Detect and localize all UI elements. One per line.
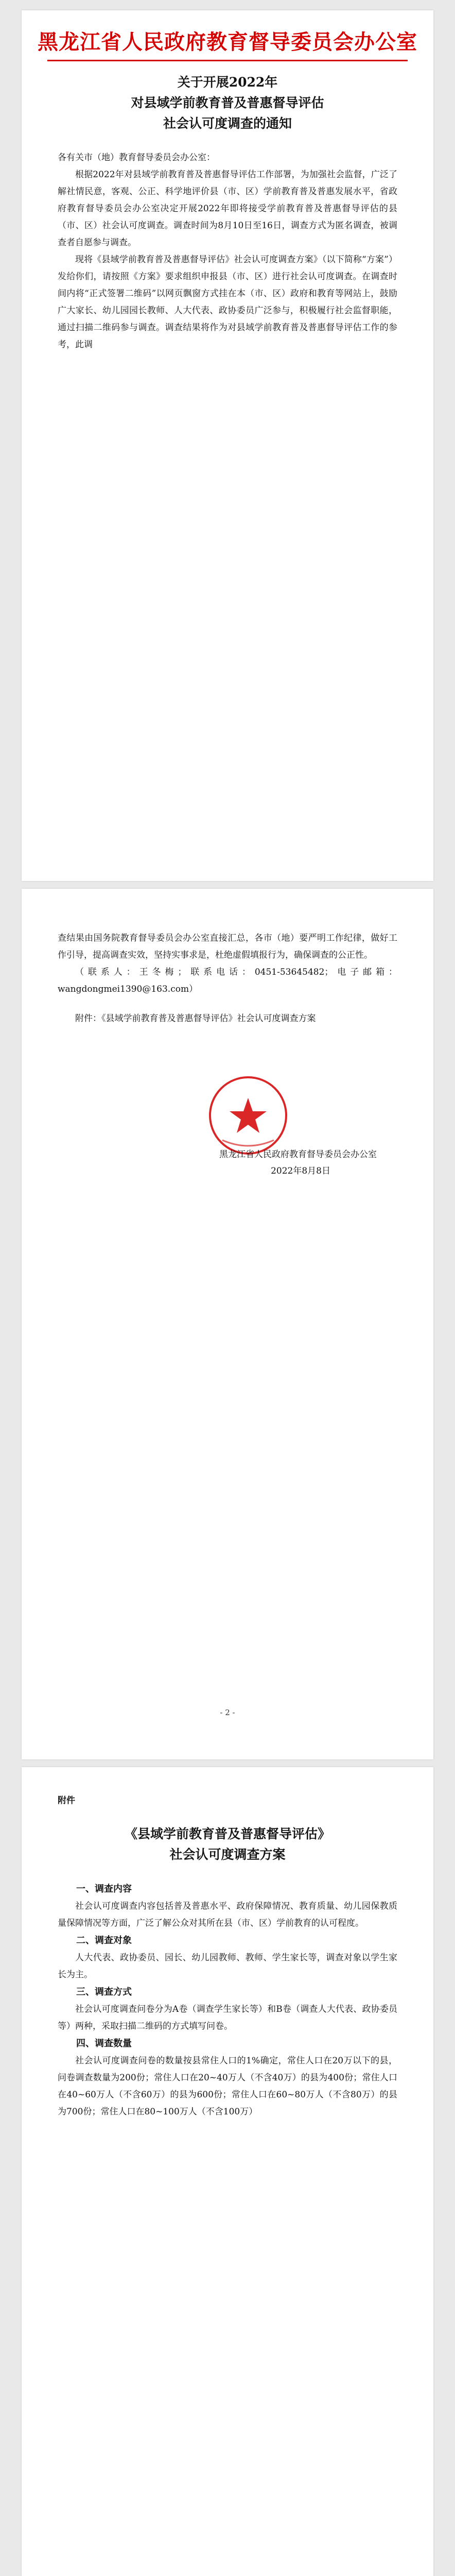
section-text-quantity: 社会认可度调查问卷的数量按县常住人口的1%确定，常住人口在20万以下的县，问卷调查数量为200份；常住人口在20~40万人（不含40万）的县为400份；常住人口在40~60万人（不含60万）的县为600份；常住人口在60~80万人（不含80万）的县为700份；常住人口在80~100万人（不含100万） [58,2056,397,2117]
notice-paragraph-1: 根据2022年对县域学前教育普及普惠督导评估工作部署，为加强社会监督，广泛了解社情民意，客观、公正、科学地评价县（市、区）学前教育普及普惠发展水平，省政府教育督导委员会办公室决定开展2022年即将接受学前教育普及普惠督导评估的县（市、区）社会认可度调查。调查时间为8月10日至16日，调查方式为匿名调查，被调查者自愿参与调查。 [58,170,397,248]
document-page-3 [22,1767,433,2576]
document-page-1 [22,10,433,881]
plan-title-line-1: 《县域学前教育普及普惠督导评估》 [124,1826,330,1841]
plan-title-line-2: 社会认可度调查方案 [169,1847,286,1862]
section-heading-respondents: 二、调查对象 [76,1935,132,1946]
attachment-line: 附件：《县域学前教育普及普惠督导评估》社会认可度调查方案 [75,1013,316,1024]
signature-organization: 黑龙江省人民政府教育督导委员会办公室 [219,1149,377,1160]
section-heading-quantity: 四、调查数量 [76,2038,132,2049]
red-divider-line [47,60,408,61]
document-page-2 [22,889,433,1759]
section-text-respondents: 人大代表、政协委员、园长、幼儿园教师、教师、学生家长等，调查对象以学生家长为主。 [58,1953,397,1980]
seal-icon [207,1074,289,1157]
attachment-label: 附件 [58,1795,75,1806]
notice-title-line-1: 关于开展2022年 [177,75,278,90]
notice-paragraph-2: 现将《县域学前教育普及普惠督导评估》社会认可度调查方案》（以下简称“方案”）发给你们，请按照《方案》要求组织申报县（市、区）进行社会认可度调查。在调查时间内将“正式签署二维码”以网页飘窗方式挂在本（市、区）政府和教育等网站上，鼓励广大家长、幼儿园园长教师、人大代表、政协委员广泛参与，积极履行社会监督职能，通过扫描二维码参与调查。调查结果将作为对县域学前教育普及普惠督导评估工作的参考，此调 [58,255,397,350]
salutation: 各有关市（地）教育督导委员会办公室： [58,152,215,163]
notice-paragraph-3: 查结果由国务院教育督导委员会办公室直接汇总，各市（地）要严明工作纪律，做好工作引导，提高调查实效，坚持实事求是，杜绝虚假填报行为，确保调查的公正性。 [58,933,397,960]
section-heading-method: 三、调查方式 [76,1987,132,1997]
notice-title-line-2: 对县域学前教育普及普惠督导评估 [131,95,324,110]
notice-title-line-3: 社会认可度调查的通知 [163,116,292,131]
contact-info: （联系人：王冬梅；联系电话：0451-53645482；电子邮箱：wangdongmei1390@163.com） [58,967,397,994]
signature-date: 2022年8月8日 [271,1166,330,1176]
section-text-content: 社会认可度调查内容包括普及普惠水平、政府保障情况、教育质量、幼儿园保教质量保障情况等方面，广泛了解公众对其所在县（市、区）学前教育的认可程度。 [58,1901,397,1928]
page-number: - 2 - [220,1708,235,1717]
section-heading-content: 一、调查内容 [76,1884,132,1894]
red-letterhead: 黑龙江省人民政府教育督导委员会办公室 [38,30,417,54]
section-text-method: 社会认可度调查问卷分为A卷（调查学生家长等）和B卷（调查人大代表、政协委员等）两种，采取扫描二维码的方式填写问卷。 [58,2004,397,2031]
